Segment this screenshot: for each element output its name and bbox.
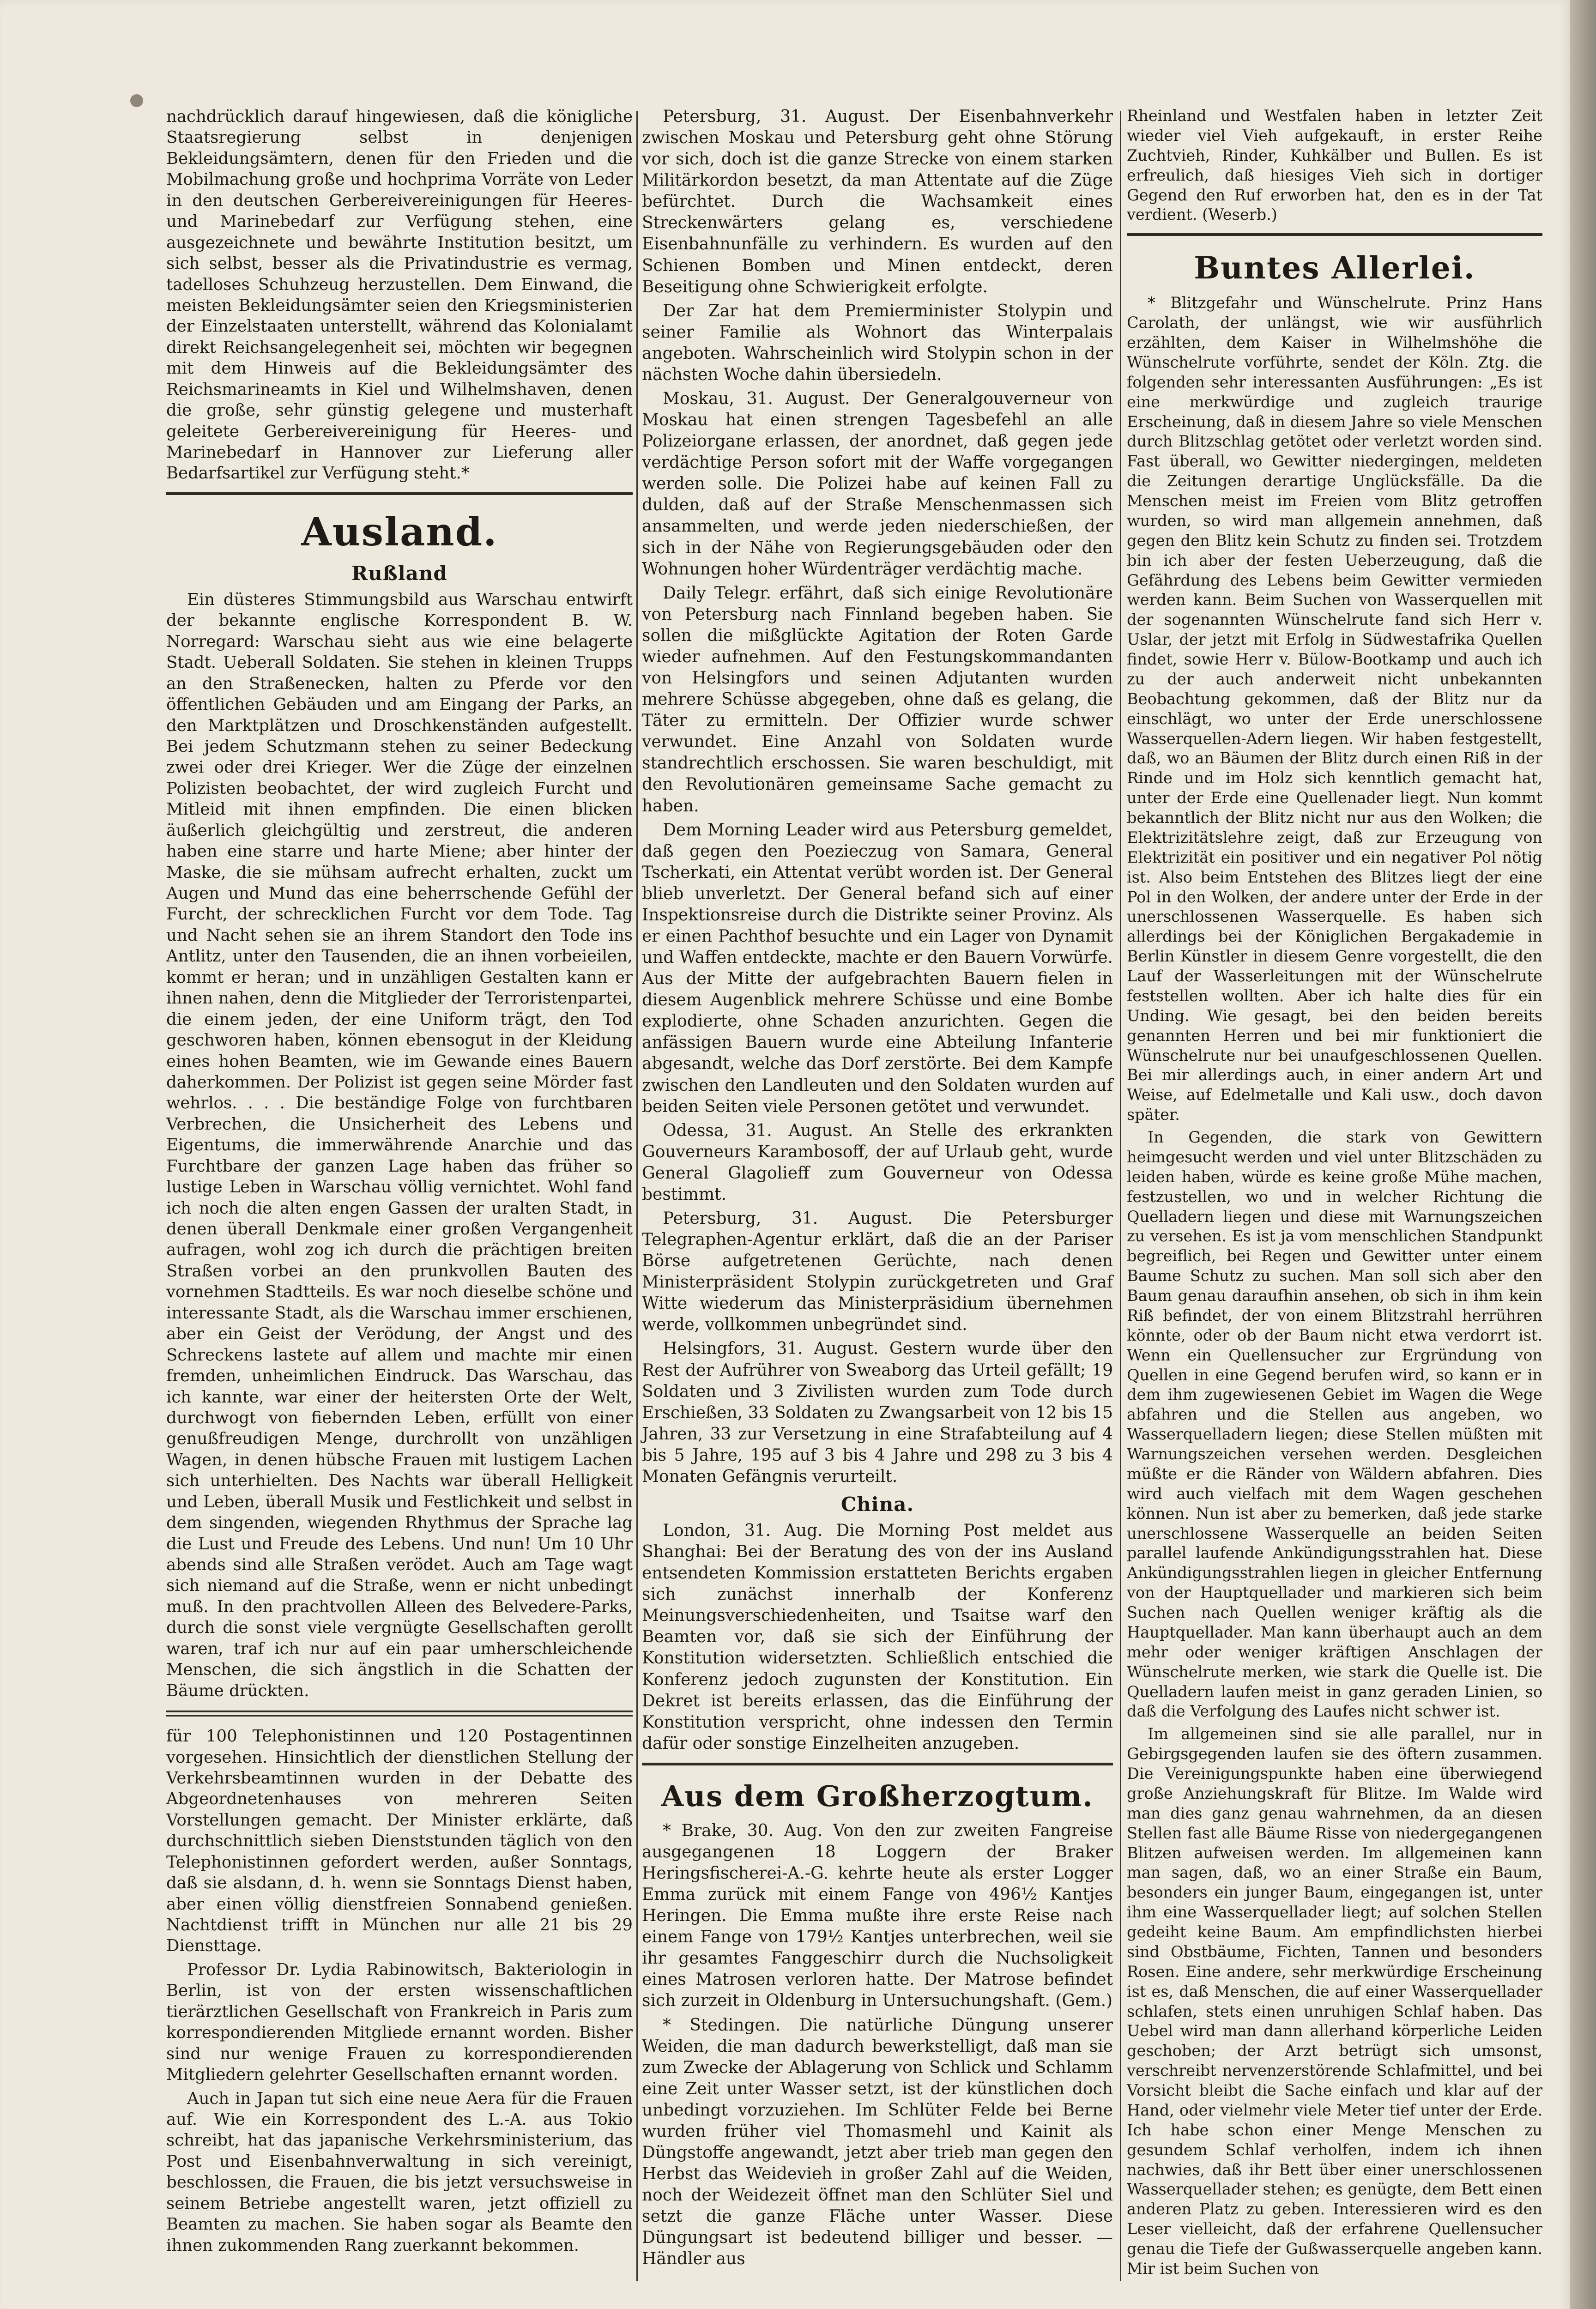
section-rule [642,1763,1113,1765]
article-moskau: Moskau, 31. August. Der Generalgouverneur von Moskau hat einen strengen Tagesbefehl an alle Polizeiorgane erlassen, der anordnet, daß gegen jede verdächtige Person sofort mit der Waffe vorgegangen werden solle. Die Polizei habe auf keinen Fall zu dulden, daß auf der Straße Menschenmassen sich ansammelten, und werde jeden niederschießen, der sich in der Nähe von Regierungsgebäuden oder den Wohnungen hoher Würdenträger verdächtig mache. [642,389,1113,579]
feuilleton-rule [166,1711,633,1717]
article-london-shanghai: London, 31. Aug. Die Morning Post meldet aus Shanghai: Bei der Beratung des von der ins Ausland entsendeten Kommission erstatteten Berichts ergaben sich zunächst innerhalb der Konferenz Meinungsverschiedenheiten, und Tsaitse warf den Beamten vor, daß sie sich der Einführung der Konstitution widersetzten. Schließlich entschied die Konferenz jedoch zugunsten der Konstitution. Ein Dekret ist bereits erlassen, das die Einführung der Konstitution verspricht, ohne indessen den Termin dafür oder sonstige Einzelheiten anzugeben. [642,1521,1113,1753]
section-heading-grossherzogtum: Aus dem Großherzogtum. [661,1779,1094,1813]
article-petersburg-eisenbahn: Petersburg, 31. August. Der Eisenbahnverkehr zwischen Moskau und Petersburg geht ohne Störung vor sich, doch ist die ganze Strecke von einem starken Militärkordon besetzt, da man Attentate auf die Züge befürchtet. Durch die Wachsamkeit eines Streckenwärters gelang es, verschiedene Eisenbahnunfälle zu verhindern. Es wurden auf den Schienen Bomben und Minen entdeckt, deren Beseitigung ohne Schwierigkeit erfolgte. [642,107,1113,296]
article-blitzgefahr: * Blitzgefahr und Wünschelrute. Prinz Hans Carolath, der unlängst, wie wir ausführlich erzählten, dem Kaiser in Wilhelmshöhe die Wünschelrute vorführte, sendet der Köln. Ztg. die folgenden sehr interessanten Ausführungen: „Es ist eine merkwürdige und zugleich traurige Erscheinung, daß in diesem Jahre so viele Menschen durch Blitzschlag getötet oder verletzt worden sind. Fast überall, wo Gewitter niedergingen, meldeten die Zeitungen derartige Unglücksfälle. Da die Menschen meist im Freien vom Blitz getroffen wurden, so wird man allgemein annehmen, daß gegen den Blitz kein Schutz zu finden sei. Trotzdem bin ich aber der festen Ueberzeugung, daß die Gefährdung des Lebens beim Gewitter vermieden werden kann. Beim Suchen von Wasserquellen mit der sogenannten Wünschelrute fand sich Herr v. Uslar, der jetzt mit Erfolg in Südwestafrika Quellen findet, sowie Herr v. Bülow-Bootkamp und auch ich zu der auch anderweit nicht unbekannten Beobachtung gekommen, daß der Blitz nur da einschlägt, wo unter der Erde unerschlossene Wasserquellen-Adern liegen. Wir haben festgestellt, daß, wo an Bäumen der Blitz durch einen Riß in der Rinde und im Holz sich kenntlich gemacht hat, unter der Erde eine Quellenader liegt. Nun kommt bekanntlich der Blitz nicht nur aus den Wolken; die Elektrizitätslehre zeigt, daß zur Erzeugung von Elektrizität ein positiver und ein negativer Pol nötig ist. Also beim Entstehen des Blitzes liegt der eine Pol in den Wolken, der andere unter der Erde in der unerschlossenen Wasserquelle. Es haben sich allerdings bei der Königlichen Bergakademie in Berlin Künstler in diesem Genre vorgestellt, die den Lauf der Wasserleitungen mit der Wünschelrute feststellen wollten. Aber ich halte dies für ein Unding. Wie gesagt, bei den beiden bereits genannten Herren und bei mir funktioniert die Wünschelrute nur bei unaufgeschlossenen Quellen. Bei mir allerdings auch, in einer andern Art und Weise, auf Edelmetalle und Kali usw., doch davon später. [1127,294,1542,1124]
subheading-china: China. [840,1493,914,1516]
article-telephonistinnen: für 100 Telephonistinnen und 120 Postagentinnen vorgesehen. Hinsichtlich der dienstlichen Stellung der Verkehrsbeamtinnen wurden in der Debatte des Abgeordnetenhauses von mehreren Seiten Vorstellungen gemacht. Der Minister erklärte, daß durchschnittlich sieben Dienststunden täglich von den Telephonistinnen gefordert werden, außer Sonntags, daß sie alsdann, d. h. wenn sie Sonntags Dienst haben, aber einen völlig dienstfreien Sonnabend genießen. Nachtdienst trifft in München nur alle 21 bis 29 Diensttage. [166,1727,633,1956]
column-right [1127,106,1542,2282]
section-rule [166,492,633,495]
article-blitzgefahr-2: In Gegenden, die stark von Gewittern heimgesucht werden und viel unter Blitzschäden zu leiden haben, würde es keine große Mühe machen, festzustellen, wo und in welcher Richtung die Quelladern liegen und diese mit Warnungszeichen zu versehen. Es ist ja vom menschlichen Standpunkt begreiflich, bei Regen und Gewitter unter einem Baume Schutz zu suchen. Man soll sich aber den Baum genau daraufhin ansehen, ob sich in ihm kein Riß befindet, der von einem Blitzstrahl herrühren könnte, oder ob der Baum nicht etwa verdorrt ist. Wenn ein Quellensucher zur Ergründung von Quellen in eine Gegend berufen wird, so kann er in dem ihm zugewiesenen Gebiet im Wagen die Wege abfahren und die Stellen aus angeben, wo Wasserquelladern liegen; diese Stellen müßten mit Warnungszeichen versehen werden. Desgleichen müßte er die Ränder von Wäldern abfahren. Dies wird auch vielfach mit dem Wagen geschehen können. Nun ist aber zu bemerken, daß jede starke unerschlossene Wasserquelle an beiden Seiten parallel laufende Ankündigungsstrahlen hat. Diese Ankündigungsstrahlen liegen in gleicher Entfernung von der Hauptquellader und markieren sich beim Suchen nach Quellen weniger kräftig als die Hauptquellader. Man kann überhaupt auch an dem mehr oder weniger kräftigen Anschlagen der Wünschelrute merken, wie stark die Quelle ist. Die Quelladern laufen meist in ganz geraden Linien, so daß die Verfolgung des Laufes nicht schwer ist. [1127,1128,1542,1721]
article-japan: Auch in Japan tut sich eine neue Aera für die Frauen auf. Wie ein Korrespondent des L.-A. aus Tokio schreibt, hat das japanische Verkehrsministerium, das Post und Eisenbahnverwaltung in sich vereinigt, beschlossen, die Frauen, die bis jetzt versuchsweise in seinem Betriebe angestellt waren, jetzt offiziell zu Beamten zu machen. Sie haben sogar als Beamte den ihnen zukommenden Rang zuerkannt bekommen. [166,2089,633,2255]
subheading-russland: Rußland [351,562,447,585]
article-blitzgefahr-3: Im allgemeinen sind sie alle parallel, nur in Gebirgsgegenden laufen sie des öftern zusammen. Die Vereinigungspunkte haben eine überwiegend große Anziehungskraft für Blitze. Im Walde wird man dies ganz genau wahrnehmen, da an diesen Stellen fast alle Bäume Risse von niedergegangenen Blitzen aufweisen werden. Im allgemeinen kann man sagen, daß, wo an einer Straße ein Baum, besonders ein junger Baum, eingegangen ist, unter ihm eine Wasserquellader liegt; auf solchen Stellen gedeiht keine Baum. Am empfindlichsten hierbei sind Obstbäume, Fichten, Tannen und besonders Rosen. Eine andere, sehr merkwürdige Erscheinung ist es, daß Menschen, die auf einer Wasserquellader schlafen, stets einen unruhigen Schlaf haben. Das Uebel wird man dann allerhand körperliche Leiden geschoben; der Arzt betrügt sich umsonst, verschreibt nervenzerstörende Schlafmittel, und bei Vorsicht bleibt die Sache einfach und klar auf der Hand, oder vielmehr viele Meter tief unter der Erde. Ich habe schon einer Menge Menschen zu gesundem Schlaf verholfen, indem ich ihnen nachwies, daß ihr Bett über einer unerschlossenen Wasserquellader stehen; es genügte, dem Bett einen anderen Platz zu geben. Interessieren wird es den Leser vielleicht, daß der erfahrene Quellensucher genau die Tiefe der Gußwasserquelle angeben kann. Mir ist beim Suchen von [1127,1725,1542,2278]
article-brake: * Brake, 30. Aug. Von den zur zweiten Fangreise ausgegangenen 18 Loggern der Braker Heringsfischerei-A.-G. kehrte heute als erster Logger Emma zurück mit einem Fange von 496½ Kantjes Heringen. Die Emma mußte ihre erste Reise nach einem Fange von 179½ Kantjes unterbrechen, weil sie ihr gesamtes Fanggeschirr durch die Nuchsoligkeit eines Matrosen verloren hatte. Der Matrose befindet sich zurzeit in Oldenburg in Untersuchungshaft. (Gem.) [642,1821,1113,2011]
article-continuation: nachdrücklich darauf hingewiesen, daß die königliche Staatsregierung selbst in denjenigen Bekleidungsämtern, denen für den Frieden und die Mobilmachung große und hochprima Vorräte von Leder in den deutschen Gerbereivereinigungen für Heeres- und Marinebedarf zur Verfügung stehen, eine ausgezeichnete und bewährte Institution besitzt, um sich selbst, besser als die Privatindustrie es vermag, tadelloses Schuhzeug herzustellen. Dem Einwand, die meisten Bekleidungsämter seien den Kriegsministerien der Einzelstaaten unterstellt, während das Kolonialamt direkt Reichsangelegenheit sei, möchten wir begegnen mit dem Hinweis auf die Bekleidungsämter des Reichsmarineamts in Kiel und Wilhelmshaven, denen die große, sehr günstig gelegene und musterhaft geleitete Gerbereivereinigung für Heeres- und Marinebedarf in Hannover zur Lieferung aller Bedarfsartikel zur Verfügung steht.* [166,107,633,483]
section-rule [1127,233,1542,236]
article-rheinland: Rheinland und Westfalen haben in letzter Zeit wieder viel Vieh aufgekauft, in erster Reihe Zuchtvieh, Rinder, Kuhkälber und Bullen. Es ist erfreulich, daß hiesiges Vieh sich in dortiger Gegend den Ruf erworben hat, den es in der Tat verdient. (Weserb.) [1127,107,1542,224]
article-zar-stolypin: Der Zar hat dem Premierminister Stolypin und seiner Familie als Wohnort das Winterpalais angeboten. Wahrscheinlich wird Stolypin schon in der nächsten Woche dahin übersiedeln. [642,301,1113,384]
article-rabinowitsch: Professor Dr. Lydia Rabinowitsch, Bakteriologin in Berlin, ist von der ersten wissenschaftlichen tierärztlichen Gesellschaft von Frankreich in Paris zum korrespondierenden Mitgliede ernannt worden. Bisher sind nur wenige Frauen zu korrespondierenden Mitgliedern gelehrter Gesellschaften ernannt worden. [166,1960,633,2085]
article-warschau: Ein düsteres Stimmungsbild aus Warschau entwirft der bekannte englische Korrespondent B. W. Norregard: Warschau sieht aus wie eine belagerte Stadt. Ueberall Soldaten. Sie stehen in kleinen Trupps an den Straßenecken, halten zu Pferde vor den öffentlichen Gebäuden und am Eingang der Parks, an den Marktplätzen und Droschkenständen aufgestellt. Bei jedem Schutzmann stehen zu seiner Bedeckung zwei oder drei Krieger. Wer die Züge der einzelnen Polizisten beobachtet, der wird zugleich Furcht und Mitleid mit ihnen empfinden. Die einen blicken äußerlich gleichgültig und zerstreut, die anderen haben eine starre und harte Miene; aber hinter der Maske, die sie mühsam aufrecht erhalten, zuckt um Augen und Mund das eine beherrschende Gefühl der Furcht, der schrecklichen Furcht vor dem Tode. Tag und Nacht sehen sie an ihrem Standort den Tode ins Antlitz, unter den Tausenden, die an ihnen vorbeieilen, kommt er heran; und in unzähligen Gestalten kann er ihnen nahen, denn die Mitglieder der Terroristenpartei, die einem jeden, der eine Uniform trägt, den Tod geschworen haben, können ebensogut in der Kleidung eines hohen Beamten, wie im Gewande eines Bauern daherkommen. Der Polizist ist gegen seine Mörder fast wehrlos. . . . Die beständige Folge von furchtbaren Verbrechen, die Unsicherheit des Lebens und Eigentums, die immerwährende Anarchie und das Furchtbare der ganzen Lage haben das früher so lustige Leben in Warschau völlig vernichtet. Wohl fand ich noch die alten engen Gassen der uralten Stadt, in denen überall Denkmale einer großen Vergangenheit aufragen, wohl zog ich durch die prächtigen breiten Straßen vorbei an den prunkvollen Bauten des vornehmen Stadtteils. Es war noch dieselbe schöne und interessante Stadt, als die Warschau immer erschienen, aber ein Geist der Verödung, der Angst und des Schreckens lastete auf allem und machte mir einen fremden, unheimlichen Eindruck. Das Warschau, das ich kannte, war einer der heitersten Orte der Welt, durchwogt von fiebernden Leben, erfüllt von einer genußfreudigen Menge, durchrollt von unzähligen Wagen, in denen hübsche Frauen mit lustigem Lachen sich unterhielten. Des Nachts war überall Helligkeit und Leben, überall Musik und Festlichkeit und selbst in dem singenden, wiegenden Rhythmus der Sprache lag die Lust und Freude des Lebens. Und nun! Um 10 Uhr abends sind alle Straßen verödet. Auch am Tage wagt sich niemand auf die Straße, wenn er nicht unbedingt muß. In den prachtvollen Alleen des Belvedere-Parks, durch die sonst viele vergnügte Gesellschaften gerollt waren, traf ich nur auf ein paar umherschleichende Menschen, die sich ängstlich in die Schatten der Bäume drückten. [166,590,633,1700]
column-divider-2 [1120,111,1121,2281]
article-daily-telegraph: Daily Telegr. erfährt, daß sich einige Revolutionäre von Petersburg nach Finnland begeben haben. Sie sollen die mißglückte Agitation der Roten Garde wieder aufnehmen. Auf den Festungskommandanten von Helsingfors und seinen Adjutanten wurden mehrere Schüsse abgegeben, ohne daß es gelang, die Täter zu ermitteln. Der Offizier wurde schwer verwundet. Eine Anzahl von Soldaten wurde standrechtlich erschossen. Sie waren beschuldigt, mit den Revolutionären gemeinsame Sache gemacht zu haben. [642,583,1113,816]
section-heading-buntes-allerlei: Buntes Allerlei. [1194,250,1475,286]
page-edge [1570,0,1596,2309]
article-petersburg-telegraph: Petersburg, 31. August. Die Petersburger Telegraphen-Agentur erklärt, daß die an der Pariser Börse aufgetretenen Gerüchte, nach denen Ministerpräsident Stolypin zurückgetreten und Graf Witte wiederum das Ministerpräsidium übernehmen werde, vollkommen unbegründet sind. [642,1209,1113,1335]
article-morning-leader: Dem Morning Leader wird aus Petersburg gemeldet, daß gegen den Poezieczug von Samara, General Tscherkati, ein Attentat verübt worden ist. Der General blieb unverletzt. Der General befand sich auf einer Inspektionsreise durch die Distrikte seiner Provinz. Als er einen Pachthof besuchte und ein Lager von Dynamit und Waffen entdeckte, machte er den Bauern Vorwürfe. Aus der Mitte der aufgebrachten Bauern fielen in diesem Augenblick mehrere Schüsse und eine Bombe explodierte, ohne Schaden anzurichten. Gegen die anfässigen Bauern wurde eine Abteilung Infanterie abgesandt, welche das Dorf zerstörte. Bei dem Kampfe zwischen den Landleuten und den Soldaten wurden auf beiden Seiten viele Personen getötet und verwundet. [642,820,1113,1116]
column-divider-1 [636,111,638,2281]
article-helsingfors: Helsingfors, 31. August. Gestern wurde über den Rest der Aufrührer von Sweaborg das Urteil gefällt; 19 Soldaten und 3 Zivilisten wurden zum Tode durch Erschießen, 33 Soldaten zu Zwangsarbeit von 12 bis 15 Jahren, 33 zur Versetzung in eine Strafabteilung auf 4 bis 5 Jahre, 195 auf 3 bis 4 Jahre und 298 zu 3 bis 4 Monaten Gefängnis verurteilt. [642,1339,1113,1486]
section-heading-ausland: Ausland. [301,508,498,555]
ink-spot [130,94,143,107]
article-odessa: Odessa, 31. August. An Stelle des erkrankten Gouverneurs Karambosoff, der auf Urlaub geht, wurde General Glagolieff zum Gouverneur von Odessa bestimmt. [642,1121,1113,1204]
column-left [166,106,633,2259]
column-middle [642,106,1113,2273]
article-stedingen: * Stedingen. Die natürliche Düngung unserer Weiden, die man dadurch bewerkstelligt, daß man sie zum Zwecke der Ablagerung von Schlick und Schlamm eine Zeit unter Wasser setzt, ist der künstlichen doch unbedingt vorzuziehen. Im Schlüter Felde bei Berne wurden früher viel Thomasmehl und Kainit als Düngstoffe angewandt, jetzt aber trieb man gegen den Herbst das Weidevieh in großer Zahl auf die Weiden, noch der Weidezeit öffnet man den Schlüter Siel und setzt die ganze Fläche unter Wasser. Diese Düngungsart ist bedeutend billiger und besser. — Händler aus [642,2015,1113,2269]
